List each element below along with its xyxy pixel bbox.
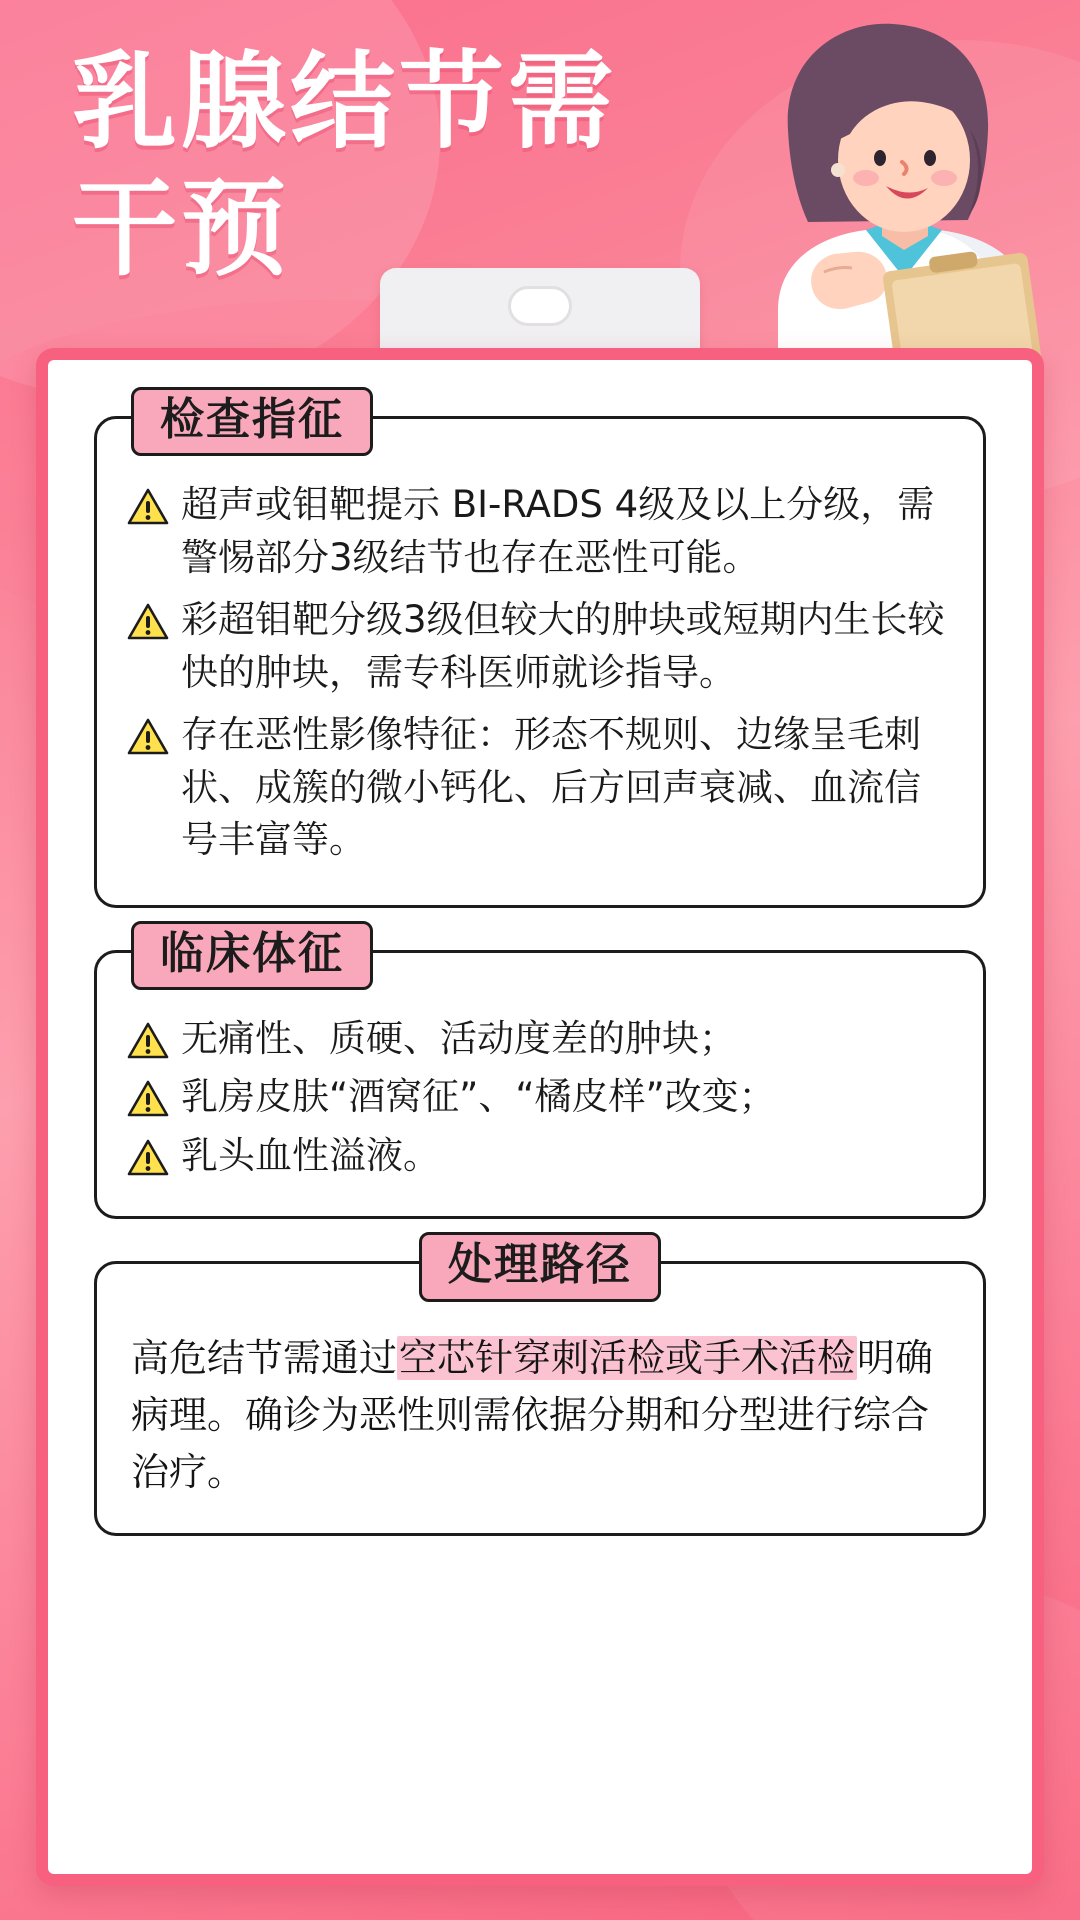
list-item — [127, 1130, 953, 1183]
list-item-text: 乳头血性溢液。 — [181, 1133, 440, 1177]
section-tag-management-path: 处理路径 — [419, 1232, 661, 1301]
section-tag-inspection: 检查指征 — [131, 387, 373, 456]
section-card-inspection — [94, 394, 986, 908]
list-item-text: 乳房皮肤“酒窝征”、“橘皮样”改变； — [181, 1075, 776, 1119]
list-item-text: 存在恶性影像特征：形态不规则、边缘呈毛刺状、成簇的微小钙化、后方回声衰减、血流信号丰富等。 — [181, 713, 921, 862]
warning-triangle-icon — [127, 1021, 169, 1061]
list-item — [127, 1013, 953, 1066]
list-item — [127, 479, 953, 584]
warning-triangle-icon — [127, 1079, 169, 1119]
paragraph-after: 明确病理。确诊为恶性则需依据分期和分型进行综合治疗。 — [131, 1336, 934, 1495]
content-board — [36, 348, 1044, 1886]
doctor-illustration — [638, 10, 1058, 390]
list-item-text: 超声或钼靶提示 BI-RADS 4级及以上分级，需警惕部分3级结节也存在恶性可能。 — [181, 483, 935, 579]
list-item — [127, 1071, 953, 1124]
clinical-signs-list — [127, 1013, 953, 1183]
section-card-management-path — [94, 1239, 986, 1536]
warning-triangle-icon — [127, 602, 169, 642]
inspection-list — [127, 479, 953, 867]
list-item-text: 彩超钼靶分级3级但较大的肿块或短期内生长较快的肿块，需专科医师就诊指导。 — [181, 598, 945, 694]
title-line-1: 乳腺结节需 — [72, 41, 618, 163]
section-card-clinical-signs — [94, 927, 986, 1220]
title-line-2: 干预 — [72, 167, 291, 290]
list-item — [127, 709, 953, 867]
warning-triangle-icon — [127, 487, 169, 527]
paragraph-before: 高危结节需通过 — [131, 1336, 398, 1381]
list-item — [127, 594, 953, 699]
section-tag-clinical-signs: 临床体征 — [131, 921, 373, 990]
paragraph-highlight: 空芯针穿刺活检或手术活检 — [399, 1336, 856, 1381]
page-title — [72, 42, 712, 290]
warning-triangle-icon — [127, 1138, 169, 1178]
board-inner — [94, 394, 986, 1578]
management-paragraph — [131, 1330, 949, 1501]
list-item-text: 无痛性、质硬、活动度差的肿块； — [181, 1016, 736, 1060]
warning-triangle-icon — [127, 717, 169, 757]
